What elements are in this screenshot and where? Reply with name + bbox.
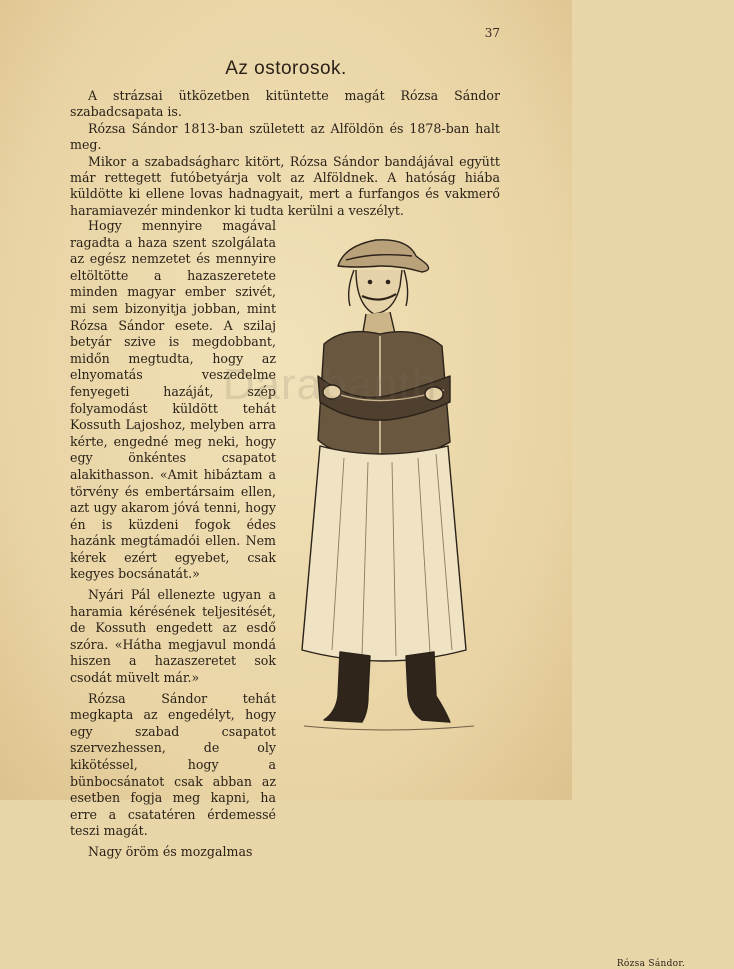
watermark: Darabanth (222, 360, 438, 409)
intro-paragraph: A strázsai ütközetben kitüntette magát Rózsa Sándor szabadcsapata is. (70, 88, 500, 120)
intro-text (70, 88, 500, 219)
column-paragraph: Nagy öröm és mozgalmas (88, 843, 253, 859)
column-paragraph: Hogy mennyire magával ragadta a haza szent szolgálata az egész nemzetet és mennyire eltöltötte a hazaszeretete minden magyar ember szivét, mi sem bizonyitja jobban, mint Rózsa Sándor esete. A szilaj betyár szive is megdobbant, midőn megtudta, hogy az elnyomatás veszedelme fenyegeti hazáját, szép folyamodást küldött tehát Kossuth Lajoshoz, melyben arra kérte, engedné meg neki, hogy egy önkéntes csapatot alakithasson. «Amit hibáztam a törvény és embertársaim ellen, azt ugy akarom jóvá tenni, hogy én is küzdeni fogok édes hazánk megtámadói ellen. Nem kérek ezért egyebet, csak kegyes bocsánatát.» (70, 218, 276, 582)
page-number: 37 (484, 26, 500, 40)
intro-paragraph: Mikor a szabadságharc kitört, Rózsa Sándor bandájával együtt már rettegett futóbetyárja volt az Alföldnek. A hatóság hiába küldötte ki ellene lovas hadnagyait, mert a furfangos és vakmerő haramiavezér mindenkor ki tudta kerülni a veszélyt. (70, 153, 500, 218)
column-paragraph: Rózsa Sándor tehát megkapta az engedélyt, hogy egy szabad csapatot szervezhessen, de oly kikötéssel, hogy a bünbocsánatot csak abban az esetben fogja meg kapni, ha erre a csatatéren érdemessé teszi magát. (70, 690, 276, 839)
betyar-figure-drawing (284, 226, 490, 731)
left-column-text (70, 218, 276, 865)
intro-paragraph: Rózsa Sándor 1813-ban született az Alföldön és 1878-ban halt meg. (70, 120, 500, 153)
figure-caption: Rózsa Sándor. (616, 959, 686, 969)
column-paragraph: Nyári Pál ellenezte ugyan a haramia kérésének teljesitését, de Kossuth engedett az esdő szóra. «Háthа megjavul mondá hiszen a hazaszeretet sok csodát müvelt már.» (70, 587, 276, 686)
page-title: Az ostorosok. (225, 58, 347, 79)
portrait-illustration (284, 226, 686, 969)
